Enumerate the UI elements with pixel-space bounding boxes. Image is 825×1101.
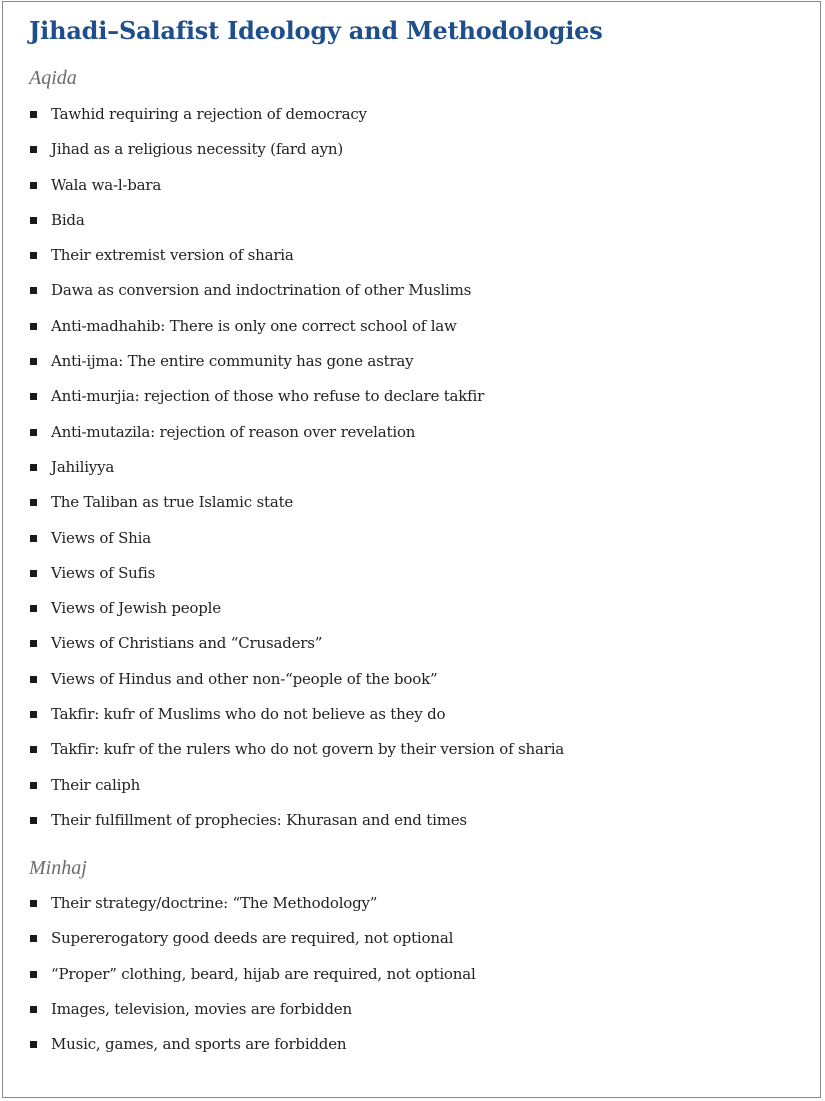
- list-item: [29, 485, 564, 520]
- list-item: [29, 309, 564, 344]
- square-bullet-icon: [30, 499, 37, 506]
- square-bullet-icon: [30, 640, 37, 647]
- list-item-text: Their extremist version of sharia: [51, 246, 294, 265]
- square-bullet-icon: [30, 900, 37, 907]
- square-bullet-icon: [30, 676, 37, 683]
- section-heading-minhaj: Minhaj: [29, 857, 87, 879]
- list-item-text: Supererogatory good deeds are required, not optional: [51, 929, 454, 948]
- list-item-text: Dawa as conversion and indoctrination of other Muslims: [51, 281, 472, 300]
- list-item-text: Bida: [51, 210, 85, 229]
- list-item-text: Anti-madhahib: There is only one correct school of law: [51, 316, 457, 335]
- list-item: [29, 1027, 476, 1062]
- list-item-text: Views of Christians and “Crusaders”: [51, 634, 323, 653]
- document-frame: [2, 1, 821, 1098]
- list-item: [29, 97, 564, 132]
- list-item-text: Their strategy/doctrine: “The Methodology”: [51, 894, 378, 912]
- square-bullet-icon: [30, 464, 37, 471]
- list-item: [29, 697, 564, 732]
- square-bullet-icon: [30, 393, 37, 400]
- list-item-text: Anti-murjia: rejection of those who refuse to declare takfir: [51, 387, 485, 406]
- list-item: [29, 273, 564, 308]
- list-item: [29, 168, 564, 203]
- list-item: [29, 768, 564, 803]
- square-bullet-icon: [30, 711, 37, 718]
- list-item: [29, 732, 564, 767]
- list-item-text: Wala wa-l-bara: [51, 175, 162, 194]
- list-item-text: Jihad as a religious necessity (fard ayn): [51, 140, 343, 159]
- square-bullet-icon: [30, 535, 37, 542]
- square-bullet-icon: [30, 746, 37, 753]
- list-item: [29, 132, 564, 167]
- square-bullet-icon: [30, 782, 37, 789]
- list-item: [29, 921, 476, 956]
- list-item-text: Takfir: kufr of the rulers who do not govern by their version of sharia: [51, 740, 565, 759]
- list-item: [29, 626, 564, 661]
- list-item: [29, 591, 564, 626]
- square-bullet-icon: [30, 1006, 37, 1013]
- square-bullet-icon: [30, 287, 37, 294]
- square-bullet-icon: [30, 217, 37, 224]
- list-item-text: The Taliban as true Islamic state: [51, 493, 294, 512]
- minhaj-list: [29, 886, 476, 1062]
- square-bullet-icon: [30, 146, 37, 153]
- list-item-text: Their fulfillment of prophecies: Khurasan and end times: [51, 810, 467, 829]
- square-bullet-icon: [30, 935, 37, 942]
- page-title: Jihadi–Salafist Ideology and Methodologies: [29, 16, 603, 45]
- list-item: [29, 203, 564, 238]
- square-bullet-icon: [30, 605, 37, 612]
- list-item-text: Takfir: kufr of Muslims who do not believe as they do: [51, 705, 446, 724]
- list-item-text: Images, television, movies are forbidden: [51, 999, 352, 1018]
- square-bullet-icon: [30, 252, 37, 259]
- list-item-text: Tawhid requiring a rejection of democracy: [51, 105, 367, 123]
- list-item: [29, 556, 564, 591]
- square-bullet-icon: [30, 817, 37, 824]
- list-item-text: Anti-mutazila: rejection of reason over revelation: [51, 422, 416, 441]
- square-bullet-icon: [30, 971, 37, 978]
- list-item-text: Anti-ijma: The entire community has gone astray: [51, 352, 414, 371]
- list-item-text: Music, games, and sports are forbidden: [51, 1035, 347, 1054]
- list-item-text: Jahiliyya: [51, 457, 115, 476]
- list-item-text: “Proper” clothing, beard, hijab are required, not optional: [51, 964, 476, 983]
- list-item-text: Views of Sufis: [51, 563, 156, 582]
- square-bullet-icon: [30, 323, 37, 330]
- square-bullet-icon: [30, 570, 37, 577]
- list-item: [29, 886, 476, 921]
- square-bullet-icon: [30, 111, 37, 118]
- square-bullet-icon: [30, 429, 37, 436]
- list-item: [29, 957, 476, 992]
- square-bullet-icon: [30, 358, 37, 365]
- square-bullet-icon: [30, 182, 37, 189]
- list-item: [29, 379, 564, 414]
- list-item: [29, 662, 564, 697]
- list-item-text: Views of Shia: [51, 528, 151, 547]
- list-item-text: Views of Jewish people: [51, 599, 221, 618]
- square-bullet-icon: [30, 1041, 37, 1048]
- list-item: [29, 415, 564, 450]
- list-item: [29, 344, 564, 379]
- list-item: [29, 803, 564, 838]
- aqida-list: [29, 97, 564, 838]
- list-item-text: Their caliph: [51, 775, 141, 794]
- section-heading-aqida: Aqida: [29, 67, 77, 89]
- list-item-text: Views of Hindus and other non-“people of the book”: [51, 669, 438, 688]
- list-item: [29, 238, 564, 273]
- list-item: [29, 992, 476, 1027]
- list-item: [29, 450, 564, 485]
- list-item: [29, 521, 564, 556]
